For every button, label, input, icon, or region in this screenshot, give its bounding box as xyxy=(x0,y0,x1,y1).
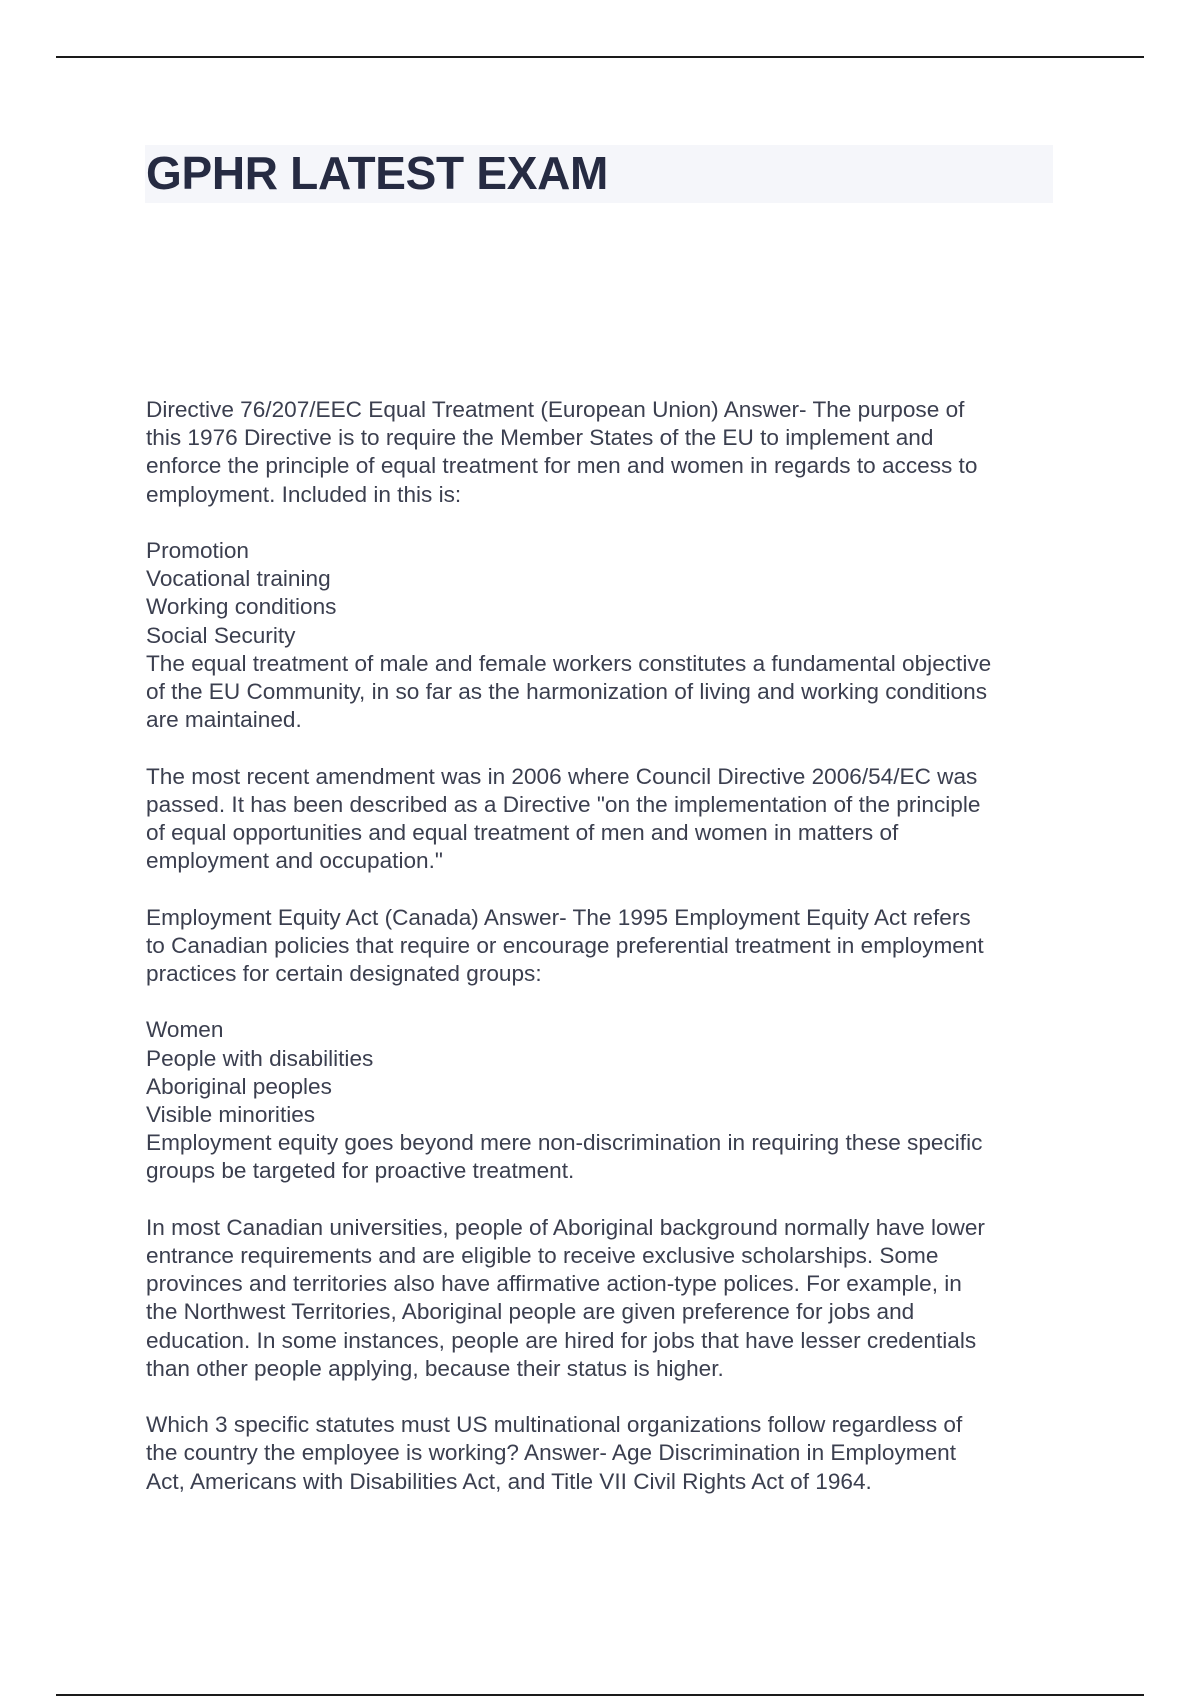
paragraph xyxy=(146,763,1056,876)
text-line: Employment Equity Act (Canada) Answer- The 1995 Employment Equity Act refers xyxy=(146,904,971,930)
text-line: Which 3 specific statutes must US multinational organizations follow regardless of xyxy=(146,1412,963,1438)
paragraph xyxy=(146,1411,1056,1496)
page-title: GPHR LATEST EXAM xyxy=(146,147,609,199)
bottom-rule xyxy=(56,1694,1144,1696)
text-line: education. In some instances, people are hired for jobs that have lesser credentials xyxy=(146,1327,977,1353)
text-line: Aboriginal peoples xyxy=(146,1073,332,1099)
text-line: provinces and territories also have affirmative action-type polices. For example, in xyxy=(146,1271,962,1297)
text-line: than other people applying, because their status is higher. xyxy=(146,1355,724,1381)
text-line: In most Canadian universities, people of Aboriginal background normally have lower xyxy=(146,1214,985,1240)
text-line: of the EU Community, in so far as the harmonization of living and working conditions xyxy=(146,679,987,705)
text-line: The equal treatment of male and female workers constitutes a fundamental objective xyxy=(146,650,992,676)
text-line: entrance requirements and are eligible to receive exclusive scholarships. Some xyxy=(146,1243,939,1269)
document-body xyxy=(146,396,1056,1496)
text-line: employment. Included in this is: xyxy=(146,481,462,507)
text-line: Promotion xyxy=(146,538,249,563)
text-line: Employment equity goes beyond mere non-discrimination in requiring these specific xyxy=(146,1130,983,1156)
text-line: Directive 76/207/EEC Equal Treatment (European Union) Answer- The purpose of xyxy=(146,397,965,422)
paragraph xyxy=(146,537,1056,734)
text-line: of equal opportunities and equal treatment of men and women in matters of xyxy=(146,820,899,846)
text-line: are maintained. xyxy=(146,707,302,733)
top-rule xyxy=(56,56,1144,58)
paragraph xyxy=(146,904,1056,989)
paragraph xyxy=(146,1214,1056,1383)
text-line: The most recent amendment was in 2006 where Council Directive 2006/54/EC was xyxy=(146,763,978,789)
text-line: Working conditions xyxy=(146,594,337,620)
text-line: People with disabilities xyxy=(146,1045,374,1071)
text-line: this 1976 Directive is to require the Member States of the EU to implement and xyxy=(146,425,934,451)
text-line: Act, Americans with Disabilities Act, and Title VII Civil Rights Act of 1964. xyxy=(146,1468,872,1494)
text-line: employment and occupation." xyxy=(146,848,443,874)
paragraph xyxy=(146,1016,1056,1185)
text-line: enforce the principle of equal treatment for men and women in regards to access to xyxy=(146,453,978,479)
text-line: Vocational training xyxy=(146,566,331,592)
text-line: the country the employee is working? Answer- Age Discrimination in Employment xyxy=(146,1440,956,1466)
text-line: practices for certain designated groups: xyxy=(146,961,542,987)
text-line: groups be targeted for proactive treatment. xyxy=(146,1158,575,1184)
text-line: Social Security xyxy=(146,622,296,648)
text-line: passed. It has been described as a Directive "on the implementation of the principle xyxy=(146,791,981,817)
text-line: to Canadian policies that require or encourage preferential treatment in employment xyxy=(146,932,984,958)
text-line: Women xyxy=(146,1017,224,1043)
paragraph xyxy=(146,396,1056,509)
text-line: the Northwest Territories, Aboriginal people are given preference for jobs and xyxy=(146,1299,915,1325)
text-line: Visible minorities xyxy=(146,1102,316,1128)
